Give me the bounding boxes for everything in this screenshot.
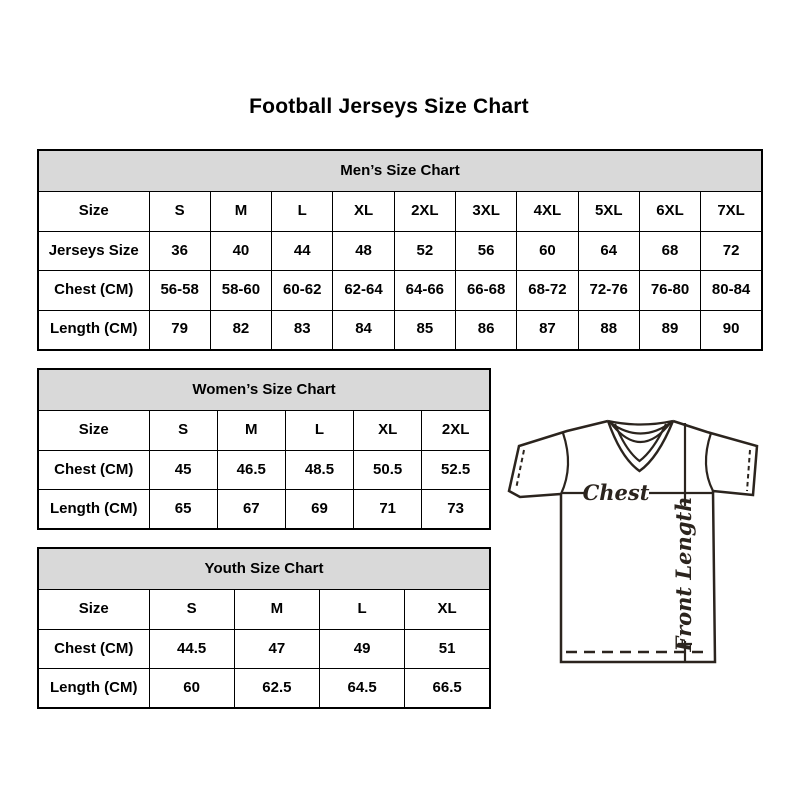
value-cell: 71 <box>354 490 422 530</box>
value-cell: 68-72 <box>517 271 578 311</box>
value-cell: 65 <box>149 490 217 530</box>
value-cell: 89 <box>639 310 700 350</box>
jersey-outline <box>509 421 757 662</box>
value-cell: L <box>272 192 333 232</box>
table-title: Women’s Size Chart <box>38 369 490 411</box>
value-cell: 49 <box>320 629 405 669</box>
value-cell: 87 <box>517 310 578 350</box>
value-cell: 68 <box>639 231 700 271</box>
table-title-row <box>38 548 490 590</box>
value-cell: 85 <box>394 310 455 350</box>
right-armhole-seam <box>706 433 713 491</box>
table-row <box>38 669 490 709</box>
value-cell: 80-84 <box>701 271 762 311</box>
value-cell: 64-66 <box>394 271 455 311</box>
row-header-cell: Size <box>38 590 149 630</box>
value-cell: 60-62 <box>272 271 333 311</box>
value-cell: M <box>234 590 319 630</box>
value-cell: XL <box>333 192 394 232</box>
table-row <box>38 310 762 350</box>
row-header-cell: Jerseys Size <box>38 231 149 271</box>
value-cell: 60 <box>149 669 234 709</box>
value-cell: S <box>149 411 217 451</box>
value-cell: 86 <box>455 310 516 350</box>
value-cell: 72-76 <box>578 271 639 311</box>
chest-label: Chest <box>582 480 650 505</box>
value-cell: 40 <box>210 231 271 271</box>
value-cell: 64.5 <box>320 669 405 709</box>
value-cell: 60 <box>517 231 578 271</box>
value-cell: 62.5 <box>234 669 319 709</box>
value-cell: 2XL <box>394 192 455 232</box>
value-cell: 66-68 <box>455 271 516 311</box>
value-cell: 36 <box>149 231 210 271</box>
jersey-diagram <box>505 398 777 683</box>
value-cell: 83 <box>272 310 333 350</box>
table-row <box>38 629 490 669</box>
table-row <box>38 231 762 271</box>
youth-size-table <box>37 547 491 709</box>
value-cell: 2XL <box>422 411 490 451</box>
right-cuff-stitch-line <box>747 450 750 491</box>
value-cell: XL <box>354 411 422 451</box>
row-header-cell: Size <box>38 411 149 451</box>
row-header-cell: Length (CM) <box>38 490 149 530</box>
value-cell: 73 <box>422 490 490 530</box>
value-cell: 90 <box>701 310 762 350</box>
womens-size-table <box>37 368 491 530</box>
value-cell: 44.5 <box>149 629 234 669</box>
value-cell: M <box>217 411 285 451</box>
value-cell: 44 <box>272 231 333 271</box>
table-title-row <box>38 150 762 192</box>
value-cell: 69 <box>285 490 353 530</box>
value-cell: 48 <box>333 231 394 271</box>
table-title: Youth Size Chart <box>38 548 490 590</box>
value-cell: L <box>285 411 353 451</box>
table-row <box>38 192 762 232</box>
value-cell: 56-58 <box>149 271 210 311</box>
value-cell: 72 <box>701 231 762 271</box>
table-row <box>38 490 490 530</box>
row-header-cell: Chest (CM) <box>38 450 149 490</box>
row-header-cell: Chest (CM) <box>38 629 149 669</box>
value-cell: 62-64 <box>333 271 394 311</box>
value-cell: 3XL <box>455 192 516 232</box>
row-header-cell: Length (CM) <box>38 669 149 709</box>
value-cell: 79 <box>149 310 210 350</box>
value-cell: 46.5 <box>217 450 285 490</box>
value-cell: 48.5 <box>285 450 353 490</box>
row-header-cell: Chest (CM) <box>38 271 149 311</box>
value-cell: M <box>210 192 271 232</box>
table-row <box>38 450 490 490</box>
left-armhole-seam <box>561 433 568 494</box>
value-cell: 82 <box>210 310 271 350</box>
table-row <box>38 590 490 630</box>
value-cell: XL <box>405 590 490 630</box>
value-cell: L <box>320 590 405 630</box>
value-cell: 56 <box>455 231 516 271</box>
page-title: Football Jerseys Size Chart <box>249 95 529 118</box>
value-cell: 5XL <box>578 192 639 232</box>
value-cell: 76-80 <box>639 271 700 311</box>
value-cell: 66.5 <box>405 669 490 709</box>
value-cell: S <box>149 192 210 232</box>
value-cell: 47 <box>234 629 319 669</box>
value-cell: 6XL <box>639 192 700 232</box>
value-cell: 7XL <box>701 192 762 232</box>
value-cell: 88 <box>578 310 639 350</box>
value-cell: 67 <box>217 490 285 530</box>
table-row <box>38 271 762 311</box>
value-cell: 4XL <box>517 192 578 232</box>
row-header-cell: Size <box>38 192 149 232</box>
front-length-label: Front Length <box>671 496 696 652</box>
table-row <box>38 411 490 451</box>
value-cell: 52.5 <box>422 450 490 490</box>
value-cell: 64 <box>578 231 639 271</box>
value-cell: 45 <box>149 450 217 490</box>
value-cell: 58-60 <box>210 271 271 311</box>
collar-top-edge <box>608 421 673 425</box>
value-cell: 52 <box>394 231 455 271</box>
table-title-row <box>38 369 490 411</box>
value-cell: S <box>149 590 234 630</box>
table-title: Men’s Size Chart <box>38 150 762 192</box>
mens-size-table <box>37 149 763 351</box>
value-cell: 51 <box>405 629 490 669</box>
value-cell: 50.5 <box>354 450 422 490</box>
value-cell: 84 <box>333 310 394 350</box>
row-header-cell: Length (CM) <box>38 310 149 350</box>
